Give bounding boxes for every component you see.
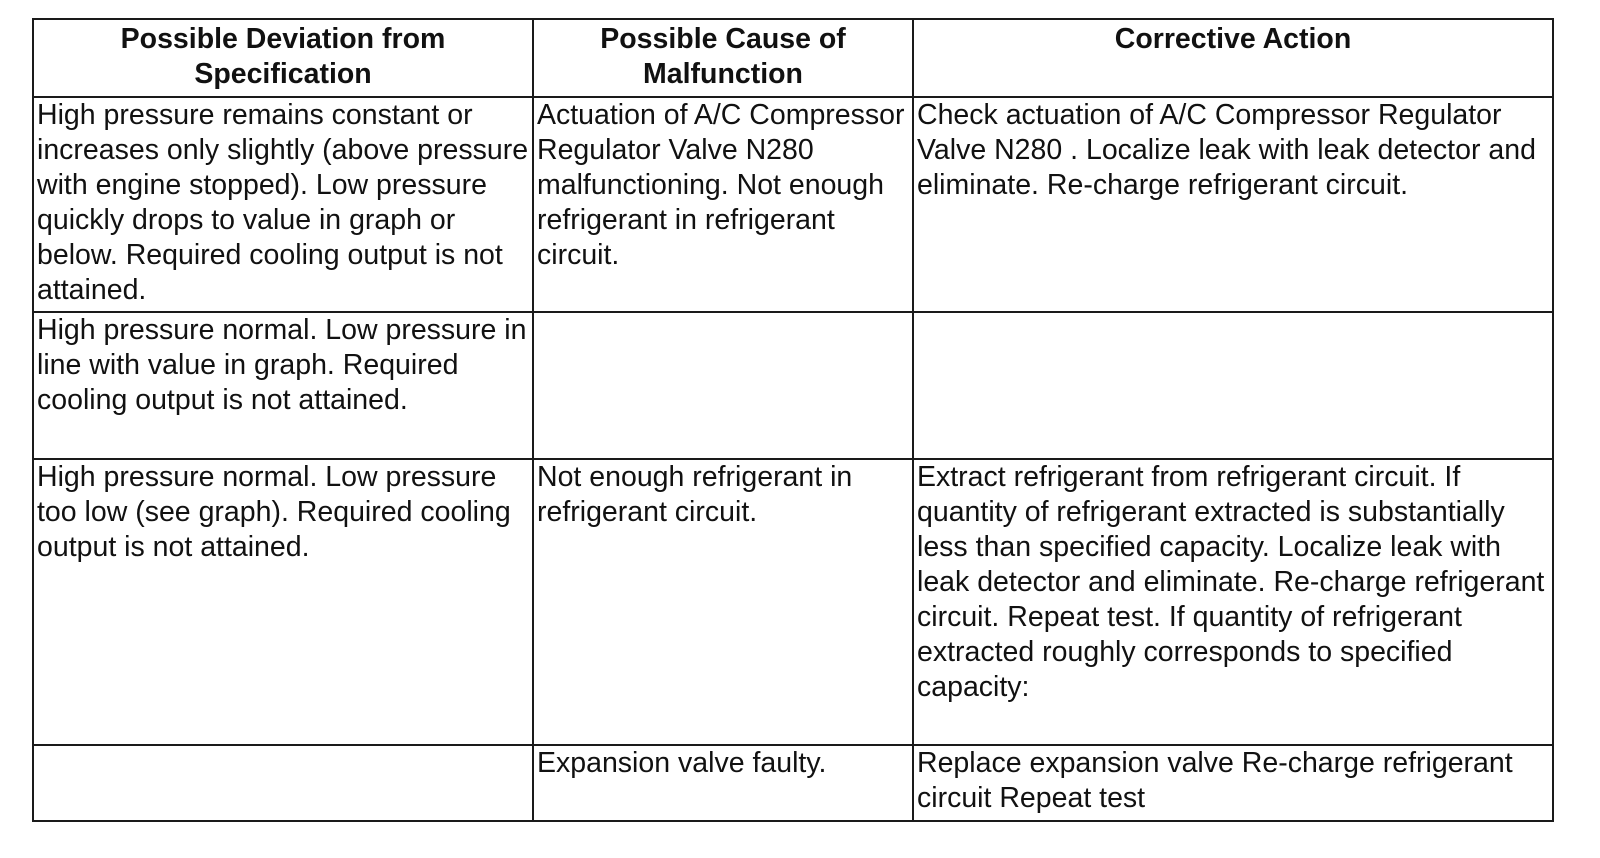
action-cell: Check actuation of A/C Compressor Regulator Valve N280 . Localize leak with leak detector and eliminate. Re-charge refrigerant circuit. — [913, 97, 1553, 312]
deviation-cell: High pressure normal. Low pressure too low (see graph). Required cooling output is not attained. — [33, 459, 533, 745]
cause-cell — [533, 312, 913, 459]
table-header-row — [33, 19, 1553, 97]
cause-cell: Not enough refrigerant in refrigerant circuit. — [533, 459, 913, 745]
cause-cell: Actuation of A/C Compressor Regulator Valve N280 malfunctioning. Not enough refrigerant in refrigerant circuit. — [533, 97, 913, 312]
deviation-cell: High pressure remains constant or increases only slightly (above pressure with engine stopped). Low pressure quickly drops to value in graph or below. Required cooling output is not attained. — [33, 97, 533, 312]
table-row — [33, 745, 1553, 821]
action-cell — [913, 312, 1553, 459]
cause-cell: Expansion valve faulty. — [533, 745, 913, 821]
action-cell: Extract refrigerant from refrigerant circuit. If quantity of refrigerant extracted is substantially less than specified capacity. Localize leak with leak detector and eliminate. Re-charge refrigerant circuit. Repeat test. If quantity of refrigerant extracted roughly corresponds to specified capacity: — [913, 459, 1553, 745]
table-row — [33, 97, 1553, 312]
header-cause: Possible Cause of Malfunction — [533, 19, 913, 97]
deviation-cell — [33, 745, 533, 821]
table-row — [33, 312, 1553, 459]
deviation-cell: High pressure normal. Low pressure in line with value in graph. Required cooling output is not attained. — [33, 312, 533, 459]
header-deviation: Possible Deviation from Specification — [33, 19, 533, 97]
diagnosis-table — [32, 18, 1554, 822]
header-action: Corrective Action — [913, 19, 1553, 97]
action-cell: Replace expansion valve Re-charge refrigerant circuit Repeat test — [913, 745, 1553, 821]
table-row — [33, 459, 1553, 745]
